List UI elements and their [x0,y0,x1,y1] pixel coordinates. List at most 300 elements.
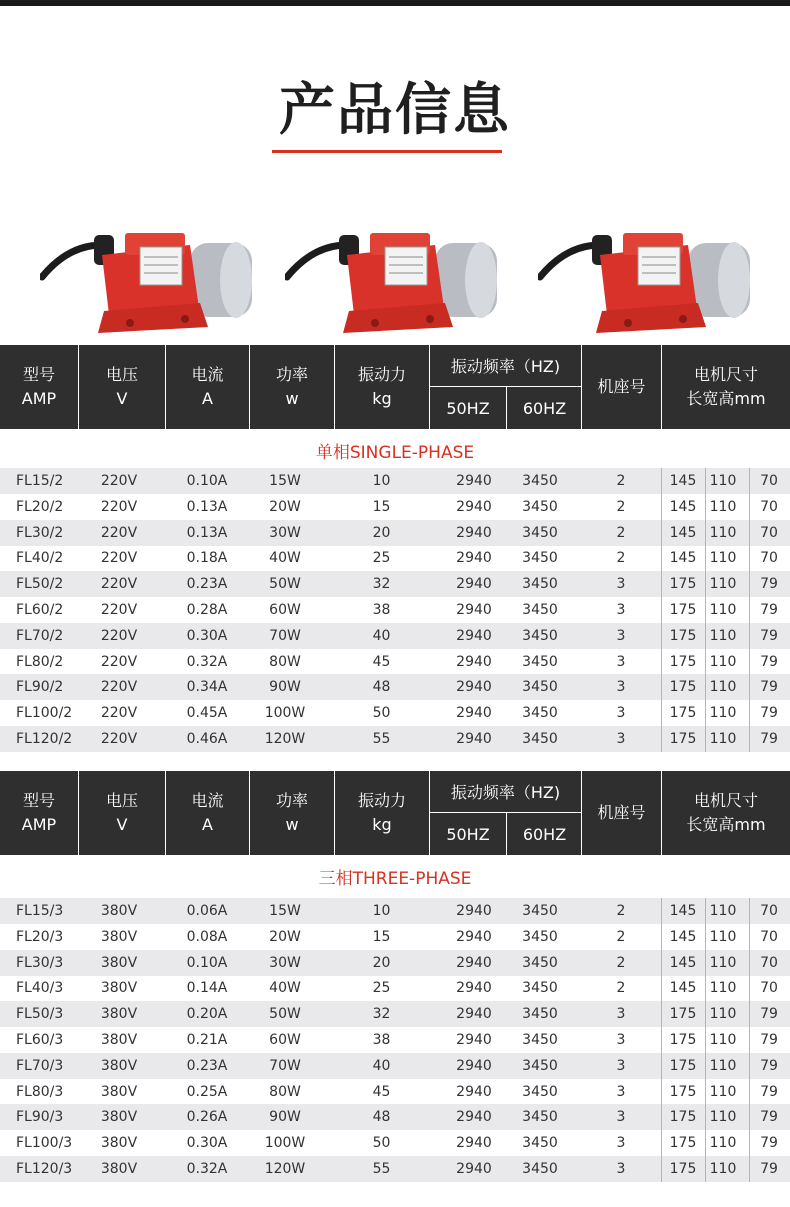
cell-base: 3 [616,705,626,722]
cell-base: 3 [616,1083,626,1100]
cell-freq-60: 3450 [522,524,558,541]
cell-model: FL80/2 [16,653,64,670]
cell-power: 20W [269,498,301,515]
header-voltage-unit: V [116,815,128,834]
cell-power: 80W [269,1083,301,1100]
cell-length: 175 [669,1135,697,1152]
cell-length: 175 [669,653,697,670]
header-base-label: 机座号 [597,803,646,822]
cell-voltage: 380V [100,1161,138,1177]
header-size-unit: 长宽高mm [686,389,766,408]
cell-freq-60: 3450 [522,705,558,722]
cell-freq-60: 3450 [522,928,558,945]
cell-length: 145 [669,928,697,945]
cell-height: 79 [760,1032,778,1048]
cell-length: 175 [669,1161,697,1177]
cell-base: 3 [616,1032,626,1048]
header-size [661,771,790,855]
cell-length: 145 [669,473,697,489]
header-model-label: 型号 [22,791,55,810]
cell-length: 175 [669,602,697,618]
table-row [0,1053,790,1079]
cell-model: FL90/3 [16,1109,64,1126]
header-current-label: 电流 [191,365,224,384]
header-power-label: 功率 [275,365,308,384]
header-size-label: 电机尺寸 [693,365,758,384]
cell-current: 0.13A [186,524,228,541]
cell-voltage: 380V [100,903,138,919]
cell-height: 79 [760,705,778,722]
cell-voltage: 380V [100,928,138,945]
cell-freq-50: 2940 [456,498,492,515]
cell-base: 2 [616,980,626,997]
cell-width: 110 [709,980,737,997]
cell-force: 50 [372,1135,391,1152]
cell-model: FL15/2 [16,473,64,489]
cell-width: 110 [709,1006,737,1023]
cell-width: 110 [709,550,737,567]
cell-freq-50: 2940 [456,627,492,644]
cell-base: 3 [616,602,626,618]
cell-length: 145 [669,498,697,515]
cell-freq-50: 2940 [456,903,492,919]
cell-power: 100W [264,1135,306,1152]
header-voltage-unit: V [116,389,128,408]
cell-model: FL40/3 [16,980,64,997]
cell-current: 0.34A [186,679,228,696]
cell-voltage: 220V [100,731,138,747]
cell-force: 40 [372,1057,391,1074]
cell-base: 2 [616,473,626,489]
cell-height: 79 [760,627,778,644]
table-header-three [0,771,790,855]
header-model-label: 型号 [22,365,55,384]
cell-force: 48 [372,679,391,696]
cell-length: 145 [669,903,697,919]
cell-freq-60: 3450 [522,980,558,997]
cell-width: 110 [709,731,737,747]
cell-length: 175 [669,1057,697,1074]
table-header-single [0,345,790,429]
header-power [249,345,334,429]
cell-power: 50W [269,576,301,593]
cell-freq-50: 2940 [456,1032,492,1048]
cell-model: FL40/2 [16,550,64,567]
cell-freq-50: 2940 [456,653,492,670]
cell-power: 50W [269,1006,301,1023]
cell-model: FL20/3 [16,928,64,945]
header-size-unit: 长宽高mm [686,815,766,834]
cell-current: 0.10A [186,954,228,971]
cell-height: 70 [760,928,778,945]
cell-force: 15 [372,498,391,515]
cell-voltage: 380V [100,1083,138,1100]
cell-height: 70 [760,980,778,997]
cell-width: 110 [709,1057,737,1074]
cell-width: 110 [709,1109,737,1126]
cell-freq-50: 2940 [456,550,492,567]
cell-length: 145 [669,980,697,997]
table-row [0,1130,790,1156]
cell-model: FL15/3 [16,903,64,919]
header-base [581,345,661,429]
header-power-unit: w [285,815,299,834]
cell-width: 110 [709,1083,737,1100]
cell-model: FL50/2 [16,576,64,593]
cell-base: 3 [616,627,626,644]
motor-image-1 [40,215,260,335]
cell-force: 48 [372,1109,391,1126]
cell-voltage: 220V [100,679,138,696]
cell-length: 175 [669,679,697,696]
cell-model: FL30/2 [16,524,64,541]
cell-freq-50: 2940 [456,1109,492,1126]
cell-force: 10 [372,473,391,489]
cell-freq-60: 3450 [522,550,558,567]
cell-current: 0.25A [186,1083,228,1100]
cell-force: 32 [372,576,391,593]
cell-power: 70W [269,1057,301,1074]
section-title-single: 单相SINGLE-PHASE [315,443,475,463]
cell-voltage: 220V [100,653,138,670]
cell-power: 120W [264,1161,306,1177]
cell-base: 3 [616,1109,626,1126]
header-voltage [78,771,165,855]
cell-freq-60: 3450 [522,1006,558,1023]
cell-freq-60: 3450 [522,954,558,971]
cell-power: 70W [269,627,301,644]
cell-length: 175 [669,576,697,593]
cell-length: 175 [669,1006,697,1023]
cell-height: 70 [760,524,778,541]
cell-freq-50: 2940 [456,576,492,593]
cell-width: 110 [709,928,737,945]
cell-current: 0.08A [186,928,228,945]
cell-freq-60: 3450 [522,473,558,489]
cell-current: 0.23A [186,1057,228,1074]
header-50hz: 50HZ [446,824,490,844]
cell-model: FL20/2 [16,498,64,515]
cell-model: FL120/2 [16,731,73,747]
cell-freq-60: 3450 [522,1109,558,1126]
table-row [0,545,790,571]
cell-current: 0.10A [186,473,228,489]
cell-length: 175 [669,731,697,747]
cell-freq-50: 2940 [456,679,492,696]
header-force-label: 振动力 [357,791,406,810]
table-row [0,975,790,1001]
cell-force: 40 [372,627,391,644]
cell-width: 110 [709,653,737,670]
cell-freq-60: 3450 [522,731,558,747]
cell-base: 2 [616,524,626,541]
cell-voltage: 220V [100,498,138,515]
cell-width: 110 [709,954,737,971]
cell-current: 0.06A [186,903,228,919]
cell-freq-50: 2940 [456,524,492,541]
cell-power: 20W [269,928,301,945]
cell-model: FL100/2 [16,705,73,722]
cell-current: 0.18A [186,550,228,567]
cell-length: 175 [669,1083,697,1100]
cell-freq-60: 3450 [522,653,558,670]
cell-model: FL70/2 [16,627,64,644]
cell-voltage: 220V [100,705,138,722]
cell-voltage: 220V [100,473,138,489]
cell-power: 30W [269,954,301,971]
cell-height: 79 [760,1109,778,1126]
cell-width: 110 [709,1161,737,1177]
header-base [581,771,661,855]
header-50hz: 50HZ [446,398,490,418]
cell-force: 32 [372,1006,391,1023]
cell-length: 145 [669,550,697,567]
cell-freq-50: 2940 [456,1006,492,1023]
cell-base: 2 [616,954,626,971]
cell-freq-60: 3450 [522,1032,558,1048]
cell-freq-60: 3450 [522,576,558,593]
cell-voltage: 380V [100,954,138,971]
cell-current: 0.14A [186,980,228,997]
cell-freq-60: 3450 [522,1161,558,1177]
header-force-unit: kg [372,389,392,408]
cell-current: 0.32A [186,1161,228,1177]
cell-power: 15W [269,473,301,489]
table-row [0,571,790,597]
cell-width: 110 [709,473,737,489]
cell-base: 3 [616,1006,626,1023]
cell-force: 45 [372,653,391,670]
table-row [0,623,790,649]
cell-power: 120W [264,731,306,747]
header-frequency [429,345,581,429]
cell-height: 79 [760,731,778,747]
cell-current: 0.13A [186,498,228,515]
cell-width: 110 [709,524,737,541]
cell-height: 79 [760,1083,778,1100]
cell-freq-60: 3450 [522,602,558,618]
cell-height: 70 [760,473,778,489]
table-row [0,1156,790,1182]
cell-height: 79 [760,602,778,618]
cell-length: 175 [669,627,697,644]
cell-power: 15W [269,903,301,919]
cell-height: 70 [760,498,778,515]
cell-power: 90W [269,1109,301,1126]
table-row [0,1001,790,1027]
cell-base: 2 [616,550,626,567]
header-size-label: 电机尺寸 [693,791,758,810]
cell-height: 79 [760,1057,778,1074]
cell-width: 110 [709,627,737,644]
cell-base: 3 [616,653,626,670]
header-frequency-label: 振动频率（HZ) [430,345,581,387]
cell-width: 110 [709,679,737,696]
cell-model: FL50/3 [16,1006,64,1023]
cell-voltage: 380V [100,1135,138,1152]
table-row [0,1027,790,1053]
cell-force: 38 [372,602,391,618]
cell-force: 10 [372,903,391,919]
cell-voltage: 220V [100,576,138,593]
table-row [0,1079,790,1105]
title-underline [272,150,502,153]
cell-model: FL80/3 [16,1083,64,1100]
cell-voltage: 220V [100,602,138,618]
cell-force: 15 [372,928,391,945]
table-row [0,1104,790,1130]
cell-model: FL120/3 [16,1161,73,1177]
header-force [334,345,429,429]
header-model-unit: AMP [21,815,57,834]
cell-length: 145 [669,954,697,971]
header-frequency-label: 振动频率（HZ) [430,771,581,813]
cell-freq-50: 2940 [456,602,492,618]
cell-height: 79 [760,653,778,670]
cell-freq-50: 2940 [456,731,492,747]
cell-base: 3 [616,1057,626,1074]
header-model [0,771,78,855]
cell-base: 3 [616,1161,626,1177]
table-row [0,674,790,700]
cell-force: 55 [372,1161,391,1177]
motor-image-3 [538,215,758,335]
cell-height: 79 [760,576,778,593]
cell-width: 110 [709,903,737,919]
cell-current: 0.32A [186,653,228,670]
cell-freq-50: 2940 [456,705,492,722]
cell-length: 175 [669,1032,697,1048]
table-row [0,700,790,726]
header-power-unit: w [285,389,299,408]
cell-voltage: 380V [100,1057,138,1074]
cell-current: 0.45A [186,705,228,722]
cell-width: 110 [709,1135,737,1152]
cell-freq-60: 3450 [522,498,558,515]
table-row [0,468,790,494]
cell-base: 3 [616,1135,626,1152]
cell-height: 79 [760,1161,778,1177]
cell-width: 110 [709,576,737,593]
header-power [249,771,334,855]
cell-width: 110 [709,705,737,722]
cell-power: 80W [269,653,301,670]
cell-freq-50: 2940 [456,980,492,997]
cell-height: 79 [760,679,778,696]
cell-force: 25 [372,550,391,567]
cell-freq-60: 3450 [522,1083,558,1100]
cell-base: 3 [616,576,626,593]
cell-force: 20 [372,954,391,971]
cell-model: FL60/3 [16,1032,64,1048]
cell-current: 0.30A [186,1135,228,1152]
cell-base: 2 [616,903,626,919]
cell-force: 20 [372,524,391,541]
cell-voltage: 380V [100,980,138,997]
header-force-unit: kg [372,815,392,834]
header-voltage [78,345,165,429]
header-force [334,771,429,855]
header-current-unit: A [202,389,213,408]
header-voltage-label: 电压 [105,791,138,810]
cell-height: 79 [760,1006,778,1023]
header-model [0,345,78,429]
cell-freq-50: 2940 [456,954,492,971]
cell-freq-60: 3450 [522,679,558,696]
cell-force: 50 [372,705,391,722]
cell-force: 55 [372,731,391,747]
cell-width: 110 [709,602,737,618]
cell-height: 79 [760,1135,778,1152]
cell-model: FL60/2 [16,602,64,618]
cell-voltage: 380V [100,1032,138,1048]
cell-current: 0.21A [186,1032,228,1048]
cell-freq-60: 3450 [522,627,558,644]
cell-base: 2 [616,928,626,945]
cell-freq-50: 2940 [456,473,492,489]
cell-freq-50: 2940 [456,1161,492,1177]
cell-freq-60: 3450 [522,903,558,919]
cell-base: 2 [616,498,626,515]
cell-power: 90W [269,679,301,696]
cell-force: 25 [372,980,391,997]
table-row [0,924,790,950]
cell-power: 30W [269,524,301,541]
header-base-label: 机座号 [597,377,646,396]
cell-power: 100W [264,705,306,722]
cell-model: FL70/3 [16,1057,64,1074]
cell-freq-60: 3450 [522,1135,558,1152]
header-60hz: 60HZ [506,813,582,855]
header-voltage-label: 电压 [105,365,138,384]
cell-length: 175 [669,1109,697,1126]
table-row [0,597,790,623]
cell-voltage: 220V [100,627,138,644]
cell-freq-60: 3450 [522,1057,558,1074]
motor-image-2 [285,215,505,335]
cell-base: 3 [616,679,626,696]
cell-height: 70 [760,550,778,567]
header-current [165,771,249,855]
cell-model: FL100/3 [16,1135,73,1152]
cell-current: 0.23A [186,576,228,593]
cell-base: 3 [616,731,626,747]
header-current-label: 电流 [191,791,224,810]
cell-current: 0.28A [186,602,228,618]
cell-voltage: 380V [100,1109,138,1126]
cell-width: 110 [709,498,737,515]
cell-freq-50: 2940 [456,928,492,945]
header-frequency [429,771,581,855]
cell-current: 0.20A [186,1006,228,1023]
cell-width: 110 [709,1032,737,1048]
cell-power: 60W [269,1032,301,1048]
cell-power: 40W [269,980,301,997]
table-row [0,898,790,924]
cell-length: 145 [669,524,697,541]
cell-freq-50: 2940 [456,1135,492,1152]
section-title-three: 三相THREE-PHASE [318,869,472,889]
cell-power: 40W [269,550,301,567]
header-size [661,345,790,429]
top-bar [0,0,790,6]
table-row [0,726,790,752]
cell-force: 38 [372,1032,391,1048]
header-force-label: 振动力 [357,365,406,384]
cell-freq-50: 2940 [456,1083,492,1100]
cell-voltage: 220V [100,524,138,541]
cell-current: 0.46A [186,731,228,747]
